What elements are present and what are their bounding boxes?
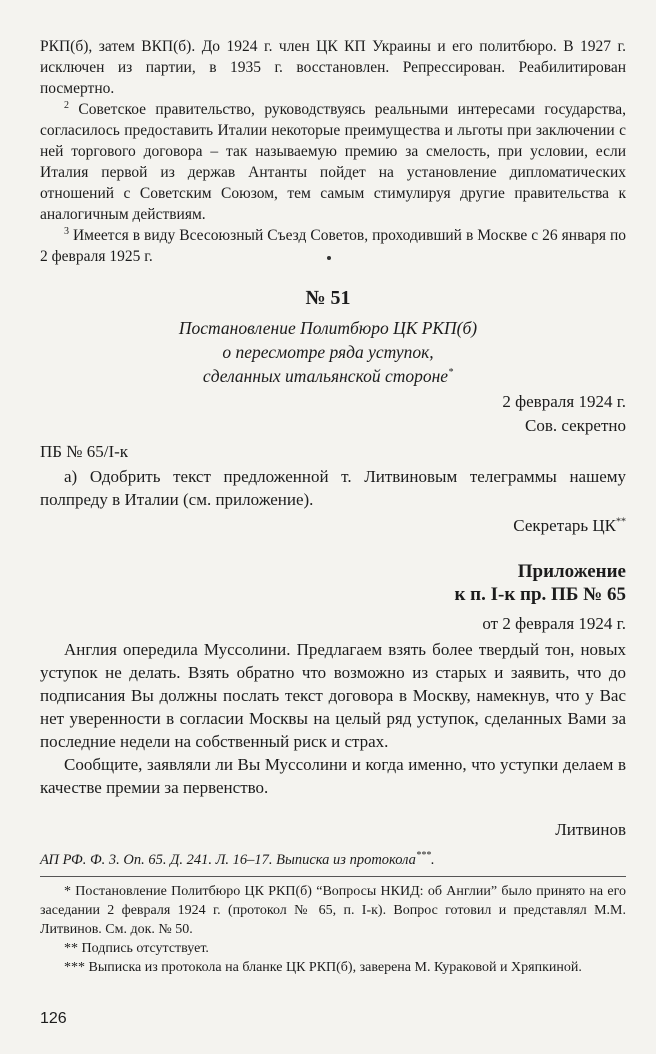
footnote-divider bbox=[40, 876, 626, 877]
appendix-date: от 2 февраля 1924 г. bbox=[482, 614, 626, 633]
decision-text: а) Одобрить текст предложенной т. Литвиновым телеграммы нашему полпреду в Италии (см. приложение). bbox=[40, 467, 626, 509]
footnote-asterisk-1: * Постановление Политбюро ЦК РКП(б) “Вопросы НКИД: об Англии” было принято на его заседании 2 февраля 1924 г. (протокол № 65, п. I-к). Вопрос готовил и представлял М.М. Литвинов. См. док. № 50. bbox=[40, 884, 626, 937]
document-title: Постановление Политбюро ЦК РКП(б) о пересмотре ряда уступок, сделанных итальянской стороне* bbox=[178, 318, 478, 386]
separator-dot bbox=[327, 256, 331, 260]
footnote-3: $^3$ Имеется в виду Всесоюзный Съезд Советов, проходивший в Москве с 26 января по 2 февраля 1925 г. bbox=[40, 225, 626, 265]
page-number: 126 bbox=[40, 1010, 67, 1027]
footnote-continuation: РКП(б), затем ВКП(б). До 1924 г. член ЦК КП Украины и его политбюро. В 1927 г. исключен из партии, в 1935 г. восстановлен. Репрессирован. Реабилитирован посмертно. bbox=[40, 38, 626, 97]
appendix-heading: Приложение к п. I-к пр. ПБ № 65 bbox=[454, 561, 626, 605]
bottom-footnotes bbox=[40, 882, 626, 977]
protocol-number: ПБ № 65/I-к bbox=[40, 442, 129, 461]
archive-source: АП РФ. Ф. 3. Оп. 65. Д. 241. Л. 16–17. Выписка из протокола***. bbox=[40, 850, 435, 868]
footnote-asterisk-2: ** Подпись отсутствует. bbox=[64, 941, 209, 956]
appendix-body bbox=[40, 638, 626, 799]
document-number: № 51 bbox=[305, 287, 351, 309]
document-date: 2 февраля 1924 г. bbox=[502, 392, 626, 411]
appendix-paragraph-1: Англия опередила Муссолини. Предлагаем взять более твердый тон, новых уступок не делать. Взять обратно что возможно из старых и заявить, что до подписания Вы должны послать текст договора в Москву, намекнув, что у Вас нет уверенности в согласии Москвы на целый ряд уступок, сделанных Вами за последние недели на собственный риск и страх. bbox=[40, 640, 626, 751]
litvinov-signature: Литвинов bbox=[555, 820, 626, 839]
secrecy-label: Сов. секретно bbox=[525, 416, 626, 435]
secretary-signature: Секретарь ЦК** bbox=[513, 516, 626, 535]
footnote-asterisk-3: *** Выписка из протокола на бланке ЦК РКП(б), заверена М. Кураковой и Хряпкиной. bbox=[64, 960, 582, 975]
footnote-2: $^2$ Советское правительство, руководствуясь реальными интересами государства, согласилось предоставить Италии некоторые преимущества и льготы при заключении с ней торгового договора – так называемую премию за смелость, при условии, если Италия первой из держав Антанты пойдет на установление дипломатических отношений с Советским Союзом, тем самым стимулируя другие правительства к аналогичным действиям. bbox=[40, 99, 626, 223]
top-footnotes bbox=[40, 36, 626, 267]
appendix-paragraph-2: Сообщите, заявляли ли Вы Муссолини и когда именно, что уступки делаем в качестве премии за первенство. bbox=[40, 755, 626, 797]
